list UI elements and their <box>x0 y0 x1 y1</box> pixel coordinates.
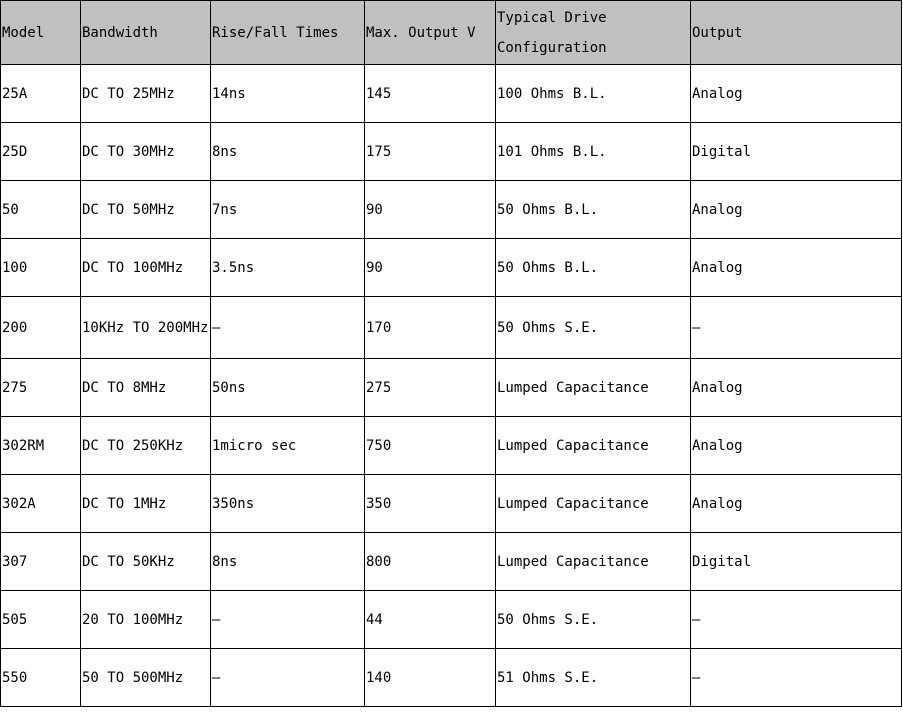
cell-bandwidth: 10KHz TO 200MHz <box>81 297 211 359</box>
cell-output: Analog <box>691 359 902 417</box>
cell-rise-fall-times: — <box>211 649 365 707</box>
cell-bandwidth: DC TO 8MHz <box>81 359 211 417</box>
cell-output: — <box>691 297 902 359</box>
cell-drive-configuration: Lumped Capacitance <box>496 533 691 591</box>
cell-model: 505 <box>1 591 81 649</box>
header-typical-drive-configuration: Typical Drive Configuration <box>496 1 691 65</box>
cell-bandwidth: DC TO 250KHz <box>81 417 211 475</box>
cell-output: Digital <box>691 123 902 181</box>
cell-rise-fall-times: 8ns <box>211 533 365 591</box>
cell-bandwidth: DC TO 100MHz <box>81 239 211 297</box>
cell-max-output-v: 275 <box>365 359 496 417</box>
table-row <box>1 181 902 239</box>
cell-rise-fall-times: 350ns <box>211 475 365 533</box>
cell-drive-configuration: 100 Ohms B.L. <box>496 65 691 123</box>
cell-bandwidth: DC TO 50KHz <box>81 533 211 591</box>
cell-drive-configuration: Lumped Capacitance <box>496 475 691 533</box>
table-row <box>1 123 902 181</box>
table-row <box>1 591 902 649</box>
table-row <box>1 533 902 591</box>
cell-max-output-v: 750 <box>365 417 496 475</box>
cell-output: Analog <box>691 181 902 239</box>
cell-bandwidth: 50 TO 500MHz <box>81 649 211 707</box>
cell-output: Analog <box>691 417 902 475</box>
header-rise-fall-times: Rise/Fall Times <box>211 1 365 65</box>
cell-output: Analog <box>691 65 902 123</box>
cell-model: 302A <box>1 475 81 533</box>
cell-rise-fall-times: 14ns <box>211 65 365 123</box>
cell-model: 550 <box>1 649 81 707</box>
cell-drive-configuration: 50 Ohms B.L. <box>496 181 691 239</box>
cell-model: 50 <box>1 181 81 239</box>
cell-drive-configuration: 50 Ohms S.E. <box>496 591 691 649</box>
cell-rise-fall-times: 8ns <box>211 123 365 181</box>
cell-drive-configuration: Lumped Capacitance <box>496 417 691 475</box>
cell-rise-fall-times: 1micro sec <box>211 417 365 475</box>
cell-rise-fall-times: 3.5ns <box>211 239 365 297</box>
cell-output: Digital <box>691 533 902 591</box>
cell-rise-fall-times: 50ns <box>211 359 365 417</box>
cell-model: 275 <box>1 359 81 417</box>
cell-max-output-v: 800 <box>365 533 496 591</box>
table-row <box>1 359 902 417</box>
cell-max-output-v: 44 <box>365 591 496 649</box>
cell-drive-configuration: 50 Ohms S.E. <box>496 297 691 359</box>
cell-rise-fall-times: — <box>211 297 365 359</box>
cell-max-output-v: 145 <box>365 65 496 123</box>
header-output: Output <box>691 1 902 65</box>
cell-model: 302RM <box>1 417 81 475</box>
table-row <box>1 297 902 359</box>
cell-bandwidth: DC TO 30MHz <box>81 123 211 181</box>
cell-bandwidth: DC TO 1MHz <box>81 475 211 533</box>
cell-output: Analog <box>691 475 902 533</box>
cell-max-output-v: 170 <box>365 297 496 359</box>
cell-max-output-v: 140 <box>365 649 496 707</box>
cell-drive-configuration: 51 Ohms S.E. <box>496 649 691 707</box>
header-bandwidth: Bandwidth <box>81 1 211 65</box>
table-row <box>1 239 902 297</box>
cell-bandwidth: DC TO 50MHz <box>81 181 211 239</box>
cell-bandwidth: DC TO 25MHz <box>81 65 211 123</box>
cell-model: 100 <box>1 239 81 297</box>
table-row <box>1 417 902 475</box>
table-row <box>1 649 902 707</box>
cell-max-output-v: 350 <box>365 475 496 533</box>
cell-output: Analog <box>691 239 902 297</box>
cell-max-output-v: 90 <box>365 239 496 297</box>
cell-rise-fall-times: 7ns <box>211 181 365 239</box>
cell-bandwidth: 20 TO 100MHz <box>81 591 211 649</box>
cell-model: 307 <box>1 533 81 591</box>
cell-drive-configuration: Lumped Capacitance <box>496 359 691 417</box>
cell-model: 200 <box>1 297 81 359</box>
cell-drive-configuration: 101 Ohms B.L. <box>496 123 691 181</box>
table-header <box>1 1 902 65</box>
cell-model: 25A <box>1 65 81 123</box>
cell-output: — <box>691 591 902 649</box>
header-row <box>1 1 902 65</box>
table-body <box>1 65 902 707</box>
cell-output: — <box>691 649 902 707</box>
header-max-output-v: Max. Output V <box>365 1 496 65</box>
table-row <box>1 475 902 533</box>
cell-max-output-v: 175 <box>365 123 496 181</box>
header-model: Model <box>1 1 81 65</box>
cell-rise-fall-times: — <box>211 591 365 649</box>
table-row <box>1 65 902 123</box>
cell-max-output-v: 90 <box>365 181 496 239</box>
cell-drive-configuration: 50 Ohms B.L. <box>496 239 691 297</box>
cell-model: 25D <box>1 123 81 181</box>
